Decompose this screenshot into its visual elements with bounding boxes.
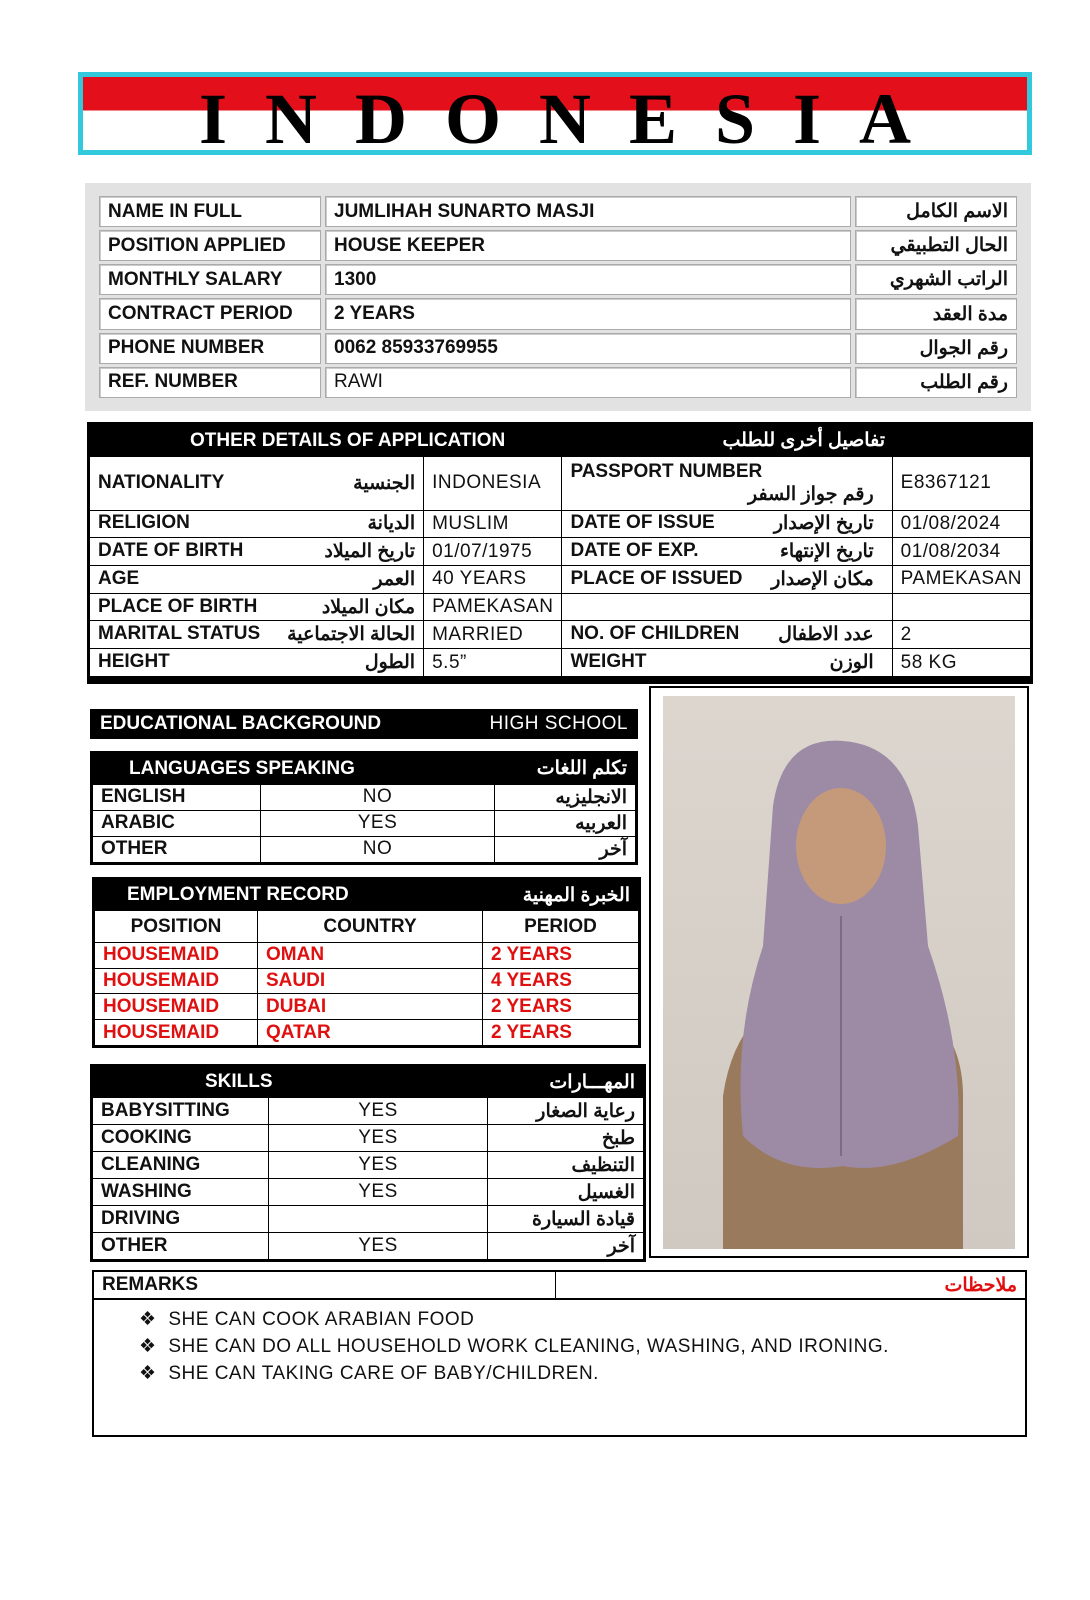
field-label-ar: الحال التطبيقي <box>855 230 1017 261</box>
field-value: 1300 <box>325 264 851 295</box>
applicant-photo <box>663 696 1015 1249</box>
skills-table <box>90 1064 646 1262</box>
field-label-ar: الوزن <box>829 652 874 674</box>
col-period: PERIOD <box>483 911 639 942</box>
personal-info-table <box>85 183 1031 411</box>
skill-row <box>93 1179 644 1206</box>
field-label-ar: تاريخ الميلاد <box>324 541 416 563</box>
education-value: HIGH SCHOOL <box>489 713 628 734</box>
col-country: COUNTRY <box>258 911 483 942</box>
skill-name-ar: طبخ <box>488 1125 644 1152</box>
skill-name: COOKING <box>93 1125 269 1152</box>
skill-value: YES <box>269 1179 488 1206</box>
details-row <box>90 457 1031 510</box>
field-value: RAWI <box>325 367 851 398</box>
language-name: ARABIC <box>93 810 261 836</box>
employment-period: 2 YEARS <box>483 942 639 968</box>
details-row <box>90 593 1031 621</box>
field-label: NAME IN FULL <box>99 196 321 227</box>
field-label-ar: رقم جواز السفر <box>748 483 874 505</box>
field-label-ar: عدد الاطفال <box>778 624 874 646</box>
employment-title: EMPLOYMENT RECORD <box>95 880 483 911</box>
language-name-ar: آخر <box>495 836 636 862</box>
field-value: 01/08/2024 <box>892 510 1030 538</box>
skill-row <box>93 1098 644 1125</box>
bullet-icon: ❖ <box>139 1363 157 1384</box>
field-label: CONTRACT PERIOD <box>99 298 321 329</box>
field-value: 58 KG <box>892 649 1030 677</box>
languages-title-ar: تكلم اللغات <box>495 754 636 785</box>
other-details-table <box>87 422 1033 684</box>
field-label: DATE OF EXP. <box>570 540 699 562</box>
personal-row <box>99 264 1017 295</box>
field-value: 5.5” <box>424 649 562 677</box>
skill-name: BABYSITTING <box>93 1098 269 1125</box>
personal-row <box>99 298 1017 329</box>
field-label: PLACE OF ISSUED <box>570 567 743 589</box>
language-value: NO <box>261 784 495 810</box>
remarks-title-ar: ملاحظات <box>944 1275 1017 1296</box>
employment-row <box>95 994 639 1020</box>
skill-name: WASHING <box>93 1179 269 1206</box>
employment-period: 4 YEARS <box>483 968 639 994</box>
field-label-ar: تاريخ الإصدار <box>773 513 874 535</box>
other-details-header <box>90 425 1031 457</box>
field-label: DATE OF ISSUE <box>570 512 715 534</box>
field-label-ar: مدة العقد <box>855 298 1017 329</box>
skill-row <box>93 1206 644 1233</box>
employment-title-ar: الخبرة المهنية <box>483 880 639 911</box>
remark-text: SHE CAN COOK ARABIAN FOOD <box>168 1309 475 1330</box>
field-label: NATIONALITY <box>98 471 225 493</box>
field-label-ar: رقم الجوال <box>855 333 1017 364</box>
banner-title: INDONESIA <box>198 79 950 159</box>
language-row <box>93 836 636 862</box>
skill-name: DRIVING <box>93 1206 269 1233</box>
field-label-ar: الديانة <box>367 513 416 535</box>
employment-country: OMAN <box>258 942 483 968</box>
field-label: AGE <box>98 567 140 589</box>
skill-value <box>269 1206 488 1233</box>
right-field <box>562 566 892 594</box>
field-label: POSITION APPLIED <box>99 230 321 261</box>
employment-position: HOUSEMAID <box>95 968 258 994</box>
employment-country: SAUDI <box>258 968 483 994</box>
skill-name-ar: قيادة السيارة <box>488 1206 644 1233</box>
education-bar <box>90 709 638 739</box>
right-field <box>562 649 892 677</box>
left-field <box>90 510 424 538</box>
personal-row <box>99 230 1017 261</box>
skill-name-ar: التنظيف <box>488 1152 644 1179</box>
skill-name: CLEANING <box>93 1152 269 1179</box>
field-value: INDONESIA <box>424 457 562 510</box>
language-name: OTHER <box>93 836 261 862</box>
employment-country: QATAR <box>258 1020 483 1046</box>
field-value: E8367121 <box>892 457 1030 510</box>
language-name-ar: العربيه <box>495 810 636 836</box>
remark-item <box>139 1333 1025 1360</box>
field-value: PAMEKASAN <box>424 593 562 621</box>
details-row <box>90 538 1031 566</box>
right-field <box>562 593 892 621</box>
left-field <box>90 566 424 594</box>
remark-text: SHE CAN TAKING CARE OF BABY/CHILDREN. <box>168 1363 599 1384</box>
employment-country: DUBAI <box>258 994 483 1020</box>
field-label-ar: رقم الطلب <box>855 367 1017 398</box>
language-value: NO <box>261 836 495 862</box>
field-label-ar: الطول <box>364 652 416 674</box>
photo-frame <box>649 686 1029 1258</box>
details-row <box>90 649 1031 677</box>
skill-name-ar: آخر <box>488 1233 644 1260</box>
field-value: 0062 85933769955 <box>325 333 851 364</box>
country-banner <box>78 72 1032 159</box>
field-label-ar: الاسم الكامل <box>855 196 1017 227</box>
language-row <box>93 810 636 836</box>
employment-period: 2 YEARS <box>483 1020 639 1046</box>
skill-value: YES <box>269 1152 488 1179</box>
field-value: JUMLIHAH SUNARTO MASJI <box>325 196 851 227</box>
languages-table <box>90 751 638 865</box>
employment-row <box>95 968 639 994</box>
field-label: REF. NUMBER <box>99 367 321 398</box>
remark-text: SHE CAN DO ALL HOUSEHOLD WORK CLEANING, WASHING, AND IRONING. <box>168 1336 889 1357</box>
other-details-title-ar: تفاصيل أخرى للطلب <box>562 425 1031 457</box>
skill-row <box>93 1152 644 1179</box>
field-label: NO. OF CHILDREN <box>570 623 740 645</box>
employment-row <box>95 1020 639 1046</box>
field-value: HOUSE KEEPER <box>325 230 851 261</box>
field-label: RELIGION <box>98 512 190 534</box>
right-field <box>562 538 892 566</box>
left-field <box>90 457 424 510</box>
remarks-title: REMARKS <box>94 1272 556 1298</box>
skill-value: YES <box>269 1098 488 1125</box>
field-value: 40 YEARS <box>424 566 562 594</box>
skill-name-ar: رعاية الصغار <box>488 1098 644 1125</box>
field-label: PHONE NUMBER <box>99 333 321 364</box>
language-row <box>93 784 636 810</box>
field-value: 01/07/1975 <box>424 538 562 566</box>
field-label: DATE OF BIRTH <box>98 540 244 562</box>
right-field <box>562 457 892 510</box>
skill-row <box>93 1125 644 1152</box>
education-label: EDUCATIONAL BACKGROUND <box>100 713 382 734</box>
remark-item <box>139 1306 1025 1333</box>
field-value: 01/08/2034 <box>892 538 1030 566</box>
left-field <box>90 538 424 566</box>
right-field <box>562 621 892 649</box>
remark-item <box>139 1360 1025 1387</box>
col-position: POSITION <box>95 911 258 942</box>
field-label-ar: الراتب الشهري <box>855 264 1017 295</box>
left-field <box>90 621 424 649</box>
personal-row <box>99 367 1017 398</box>
skill-value: YES <box>269 1125 488 1152</box>
field-value: PAMEKASAN <box>892 566 1030 594</box>
right-field <box>562 510 892 538</box>
field-label: HEIGHT <box>98 651 170 673</box>
language-name-ar: الانجليزيه <box>495 784 636 810</box>
employment-table <box>92 877 641 1048</box>
details-row <box>90 566 1031 594</box>
field-label: PASSPORT NUMBER <box>570 460 763 482</box>
employment-row <box>95 942 639 968</box>
left-field <box>90 649 424 677</box>
field-label: MONTHLY SALARY <box>99 264 321 295</box>
skill-row <box>93 1233 644 1260</box>
field-value: MUSLIM <box>424 510 562 538</box>
field-label-ar: العمر <box>373 568 416 590</box>
employment-position: HOUSEMAID <box>95 1020 258 1046</box>
field-label: PLACE OF BIRTH <box>98 595 258 617</box>
personal-row <box>99 196 1017 227</box>
language-name: ENGLISH <box>93 784 261 810</box>
left-field <box>90 593 424 621</box>
field-value: 2 <box>892 621 1030 649</box>
bullet-icon: ❖ <box>139 1309 157 1330</box>
bullet-icon: ❖ <box>139 1336 157 1357</box>
personal-row <box>99 333 1017 364</box>
skills-title-ar: المهـــارات <box>488 1067 644 1098</box>
field-label-ar: مكان الإصدار <box>771 568 874 590</box>
skill-value: YES <box>269 1233 488 1260</box>
details-row <box>90 621 1031 649</box>
field-label-ar: الحالة الاجتماعية <box>287 624 416 646</box>
language-value: YES <box>261 810 495 836</box>
field-value: MARRIED <box>424 621 562 649</box>
other-details-title: OTHER DETAILS OF APPLICATION <box>90 425 562 457</box>
employment-position: HOUSEMAID <box>95 994 258 1020</box>
field-label-ar: مكان الميلاد <box>321 596 416 618</box>
field-value <box>892 593 1030 621</box>
field-label: MARITAL STATUS <box>98 623 261 645</box>
languages-title: LANGUAGES SPEAKING <box>93 754 495 785</box>
details-row <box>90 510 1031 538</box>
field-value: 2 YEARS <box>325 298 851 329</box>
employment-position: HOUSEMAID <box>95 942 258 968</box>
employment-period: 2 YEARS <box>483 994 639 1020</box>
remarks-box <box>92 1270 1027 1437</box>
skill-name: OTHER <box>93 1233 269 1260</box>
employment-column-headers <box>95 911 639 942</box>
skills-title: SKILLS <box>93 1067 488 1098</box>
skill-name-ar: الغسيل <box>488 1179 644 1206</box>
field-label: WEIGHT <box>570 651 647 673</box>
field-label-ar: الجنسية <box>353 472 416 494</box>
field-label-ar: تاريخ الإنتهاء <box>779 541 874 563</box>
